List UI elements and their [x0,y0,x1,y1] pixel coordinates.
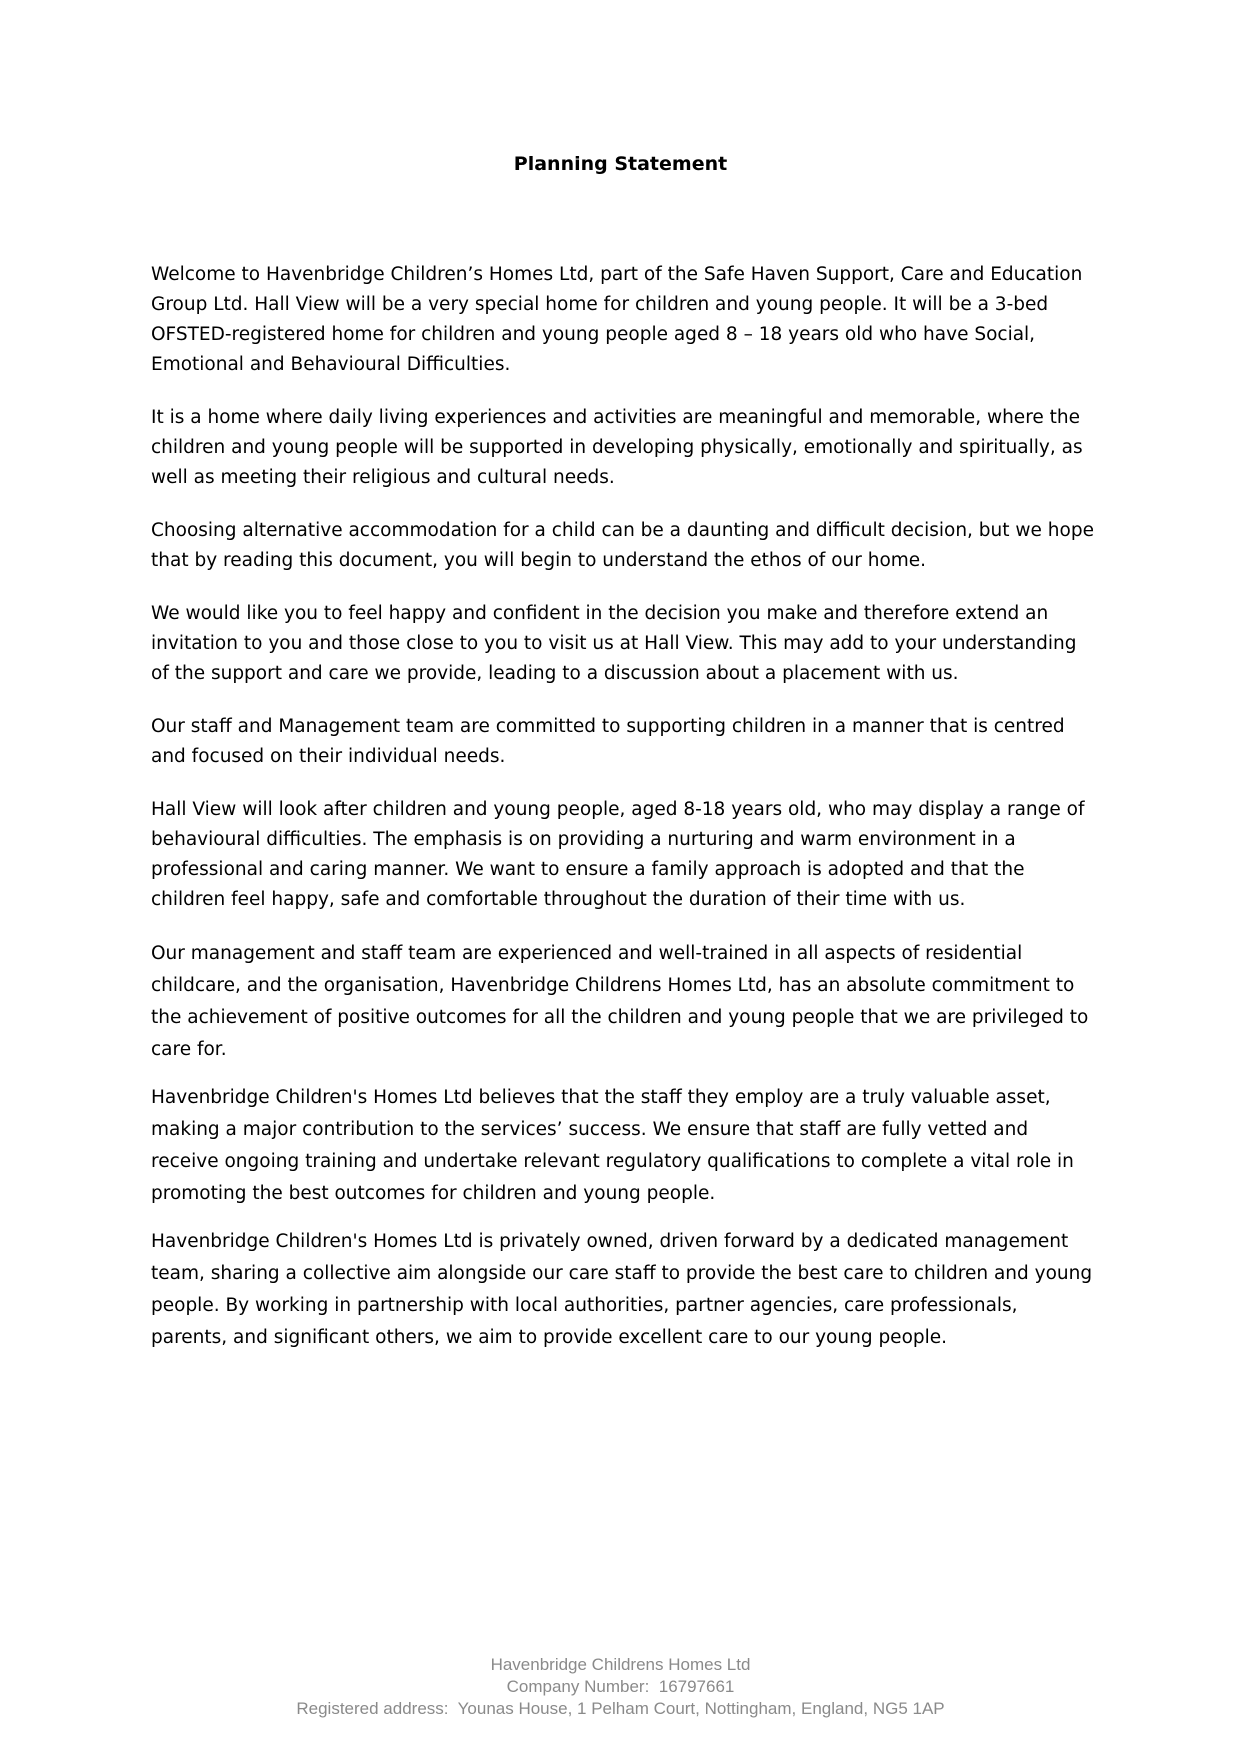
paragraph-staff-commitment: Our staff and Management team are committed to supporting children in a manner that is centred and focused on their individual needs. [151,716,1065,767]
footer-company-number: Company Number: 16797661 [506,1677,735,1696]
paragraph-management-team: Our management and staff team are experienced and well-trained in all aspects of residential childcare, and the organisation, Havenbridge Childrens Homes Ltd, has an absolute commitment to the achievement of positive outcomes for all the children and young people that we are privileged to care for. [151,943,1089,1060]
paragraph-staff-value: Havenbridge Children's Homes Ltd believes that the staff they employ are a truly valuable asset, making a major contribution to the services’ success. We ensure that staff are fully vetted and receive ongoing training and undertake relevant regulatory qualifications to complete a vital role in promoting the best outcomes for children and young people. [151,1087,1074,1204]
footer-registered-address: Registered address: Younas House, 1 Pelham Court, Nottingham, England, NG5 1AP [296,1699,945,1718]
paragraph-invitation: We would like you to feel happy and confident in the decision you make and therefore extend an invitation to you and those close to you to visit us at Hall View. This may add to your understanding of the support and care we provide, leading to a discussion about a placement with us. [151,603,1077,684]
document-body [151,260,1096,1370]
page-footer [0,1654,1241,1720]
paragraph-welcome: Welcome to Havenbridge Children’s Homes Ltd, part of the Safe Haven Support, Care and Education Group Ltd. Hall View will be a very special home for children and young people. It will be a 3-bed OFSTED-registered home for children and young people aged 8 – 18 years old who have Social, Emotional and Behavioural Difficulties. [151,264,1083,375]
paragraph-ownership: Havenbridge Children's Homes Ltd is privately owned, driven forward by a dedicated management team, sharing a collective aim alongside our care staff to provide the best care to children and young people. By working in partnership with local authorities, partner agencies, care professionals, parents, and significant others, we aim to provide excellent care to our young people. [151,1231,1093,1348]
document-title: Planning Statement [513,153,728,175]
footer-company-name: Havenbridge Childrens Homes Ltd [490,1655,751,1674]
paragraph-hall-view-care: Hall View will look after children and young people, aged 8-18 years old, who may display a range of behavioural difficulties. The emphasis is on providing a nurturing and warm environment in a professional and caring manner. We want to ensure a family approach is adopted and that the children feel happy, safe and comfortable throughout the duration of their time with us. [151,799,1085,910]
paragraph-choosing-accommodation: Choosing alternative accommodation for a child can be a daunting and difficult decision, but we hope that by reading this document, you will begin to understand the ethos of our home. [151,520,1094,571]
paragraph-daily-living: It is a home where daily living experiences and activities are meaningful and memorable, where the children and young people will be supported in developing physically, emotionally and spiritually, as well as meeting their religious and cultural needs. [151,407,1083,488]
